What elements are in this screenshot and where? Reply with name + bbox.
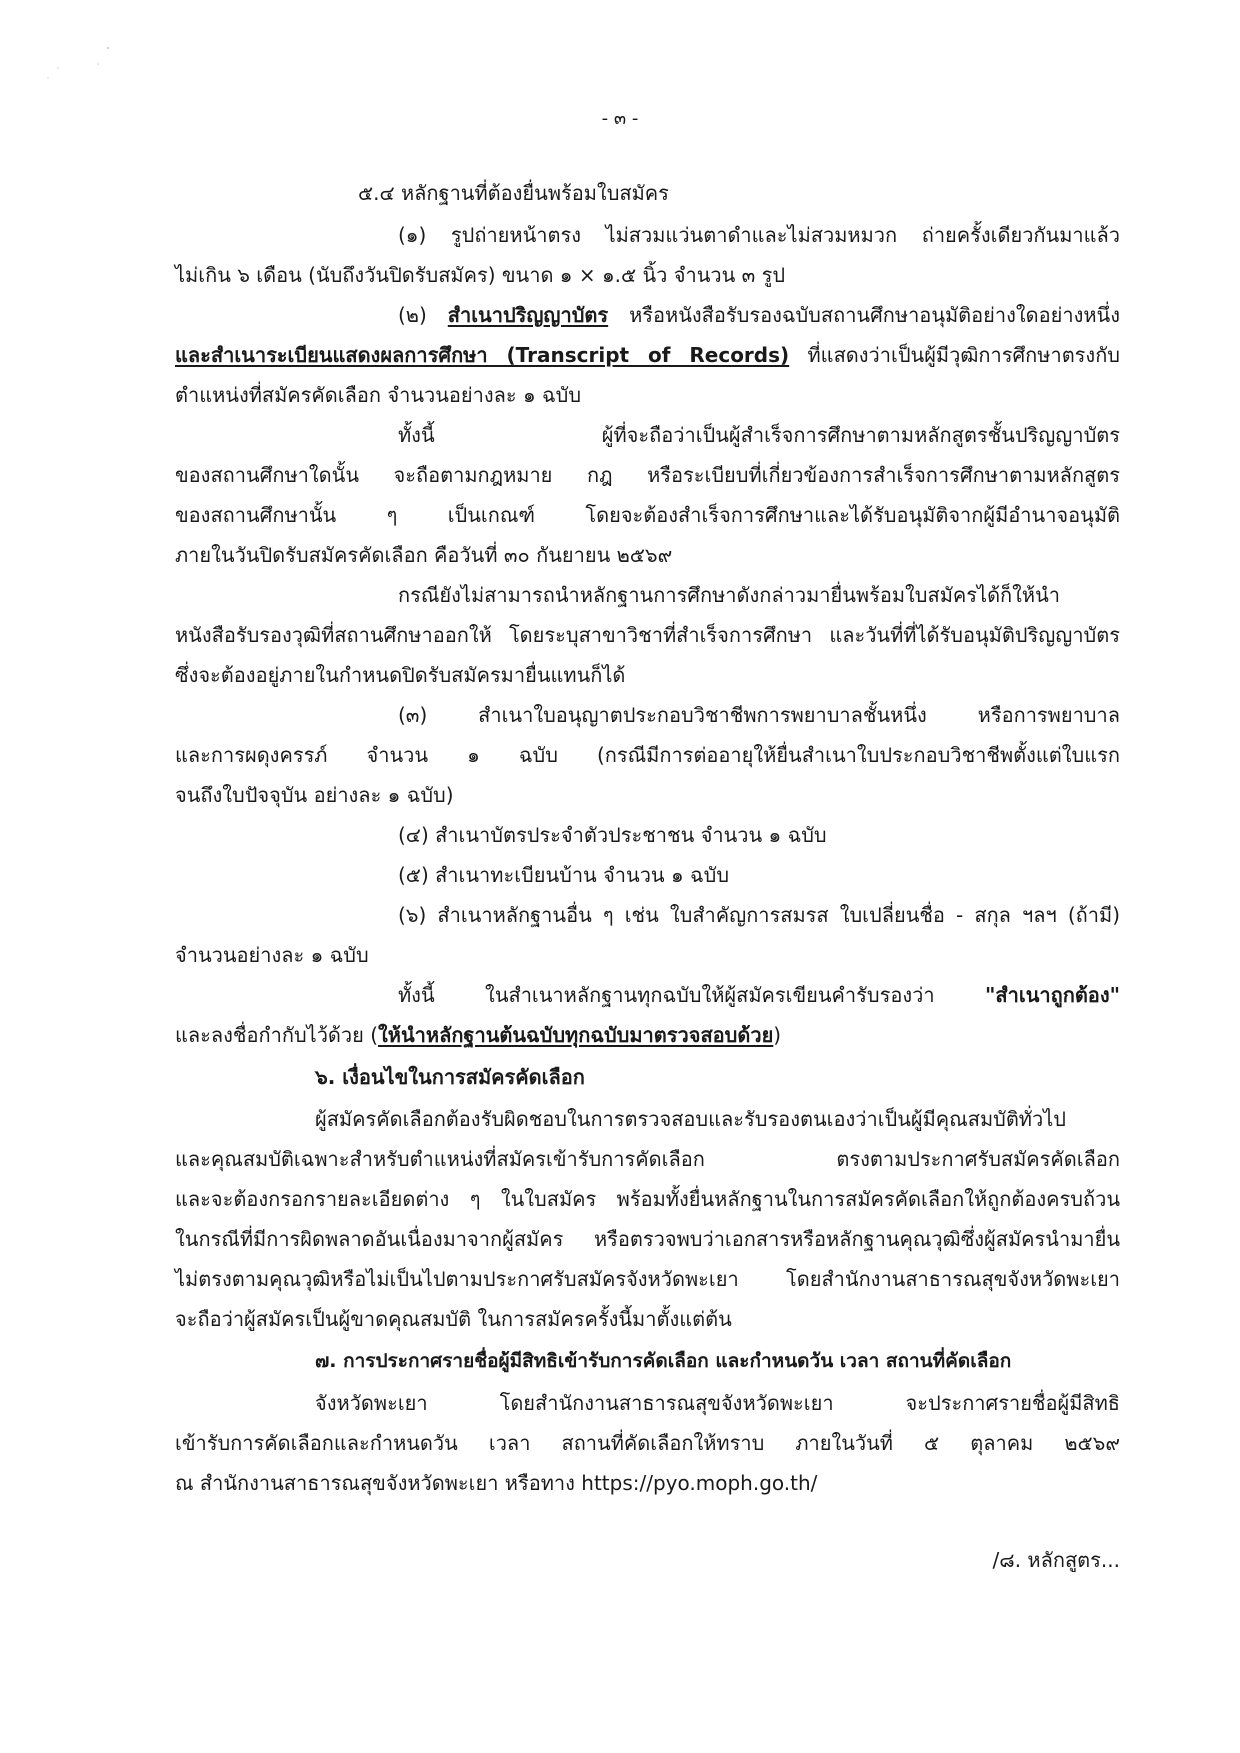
section-7-line-3: ณ สำนักงานสาธารณสุขจังหวัดพะเยา หรือทาง https://pyo.moph.go.th/ — [175, 1471, 818, 1495]
section-6-line-2: และคุณสมบัติเฉพาะสำหรับตำแหน่งที่สมัครเข้ารับการคัดเลือก ตรงตามประกาศรับสมัครคัดเลือก — [175, 1147, 1120, 1171]
item-2-line-3: ตำแหน่งที่สมัครคัดเลือก จำนวนอย่างละ ๑ ฉบับ — [175, 383, 582, 407]
item-1-line-2: ไม่เกิน ๖ เดือน (นับถึงวันปิดรับสมัคร) ขนาด ๑ × ๑.๕ นิ้ว จำนวน ๓ รูป — [175, 263, 786, 287]
section-6-line-6: จะถือว่าผู้สมัครเป็นผู้ขาดคุณสมบัติ ในการสมัครครั้งนี้มาตั้งแต่ต้น — [175, 1307, 732, 1331]
item-3-line-1: (๓) สำเนาใบอนุญาตประกอบวิชาชีพการพยาบาลชั้นหนึ่ง หรือการพยาบาล — [398, 703, 1120, 727]
item-1-line-1: (๑) รูปถ่ายหน้าตรง ไม่สวมแว่นตาดำและไม่สวมหมวก ถ่ายครั้งเดียวกันมาแล้ว — [398, 223, 1120, 247]
certified-copy-phrase: "สำเนาถูกต้อง" — [985, 983, 1120, 1007]
note-3-close-paren: ) — [773, 1023, 782, 1047]
note-1-line-2: ของสถานศึกษาใดนั้น จะถือตามกฎหมาย กฎ หรือระเบียบที่เกี่ยวข้องการสำเร็จการศึกษาตามหลักสูตร — [175, 463, 1120, 487]
note-2-line-2: หนังสือรับรองวุฒิที่สถานศึกษาออกให้ โดยระบุสาขาวิชาที่สำเร็จการศึกษา และวันที่ที่ได้รับอนุมัติปริญญาบัตร — [175, 623, 1120, 647]
section-5-4-heading: ๕.๔ หลักฐานที่ต้องยื่นพร้อมใบสมัคร — [358, 181, 669, 205]
note-3-line-2-text: และลงชื่อกำกับไว้ด้วย ( — [175, 1023, 379, 1047]
note-1-line-3: ของสถานศึกษานั้น ๆ เป็นเกณฑ์ โดยจะต้องสำเร็จการศึกษาและได้รับอนุมัติจากผู้มีอำนาจอนุมัติ — [175, 503, 1120, 527]
item-4: (๔) สำเนาบัตรประจำตัวประชาชน จำนวน ๑ ฉบับ — [398, 823, 827, 847]
note-2-line-1: กรณียังไม่สามารถนำหลักฐานการศึกษาดังกล่าวมายื่นพร้อมใบสมัครได้ก็ให้นำ — [398, 583, 1061, 607]
section-7-line-1: จังหวัดพะเยา โดยสำนักงานสาธารณสุขจังหวัดพะเยา จะประกาศรายชื่อผู้มีสิทธิ — [315, 1391, 1120, 1415]
item-3-line-2: และการผดุงครรภ์ จำนวน ๑ ฉบับ (กรณีมีการต่ออายุให้ยื่นสำเนาใบประกอบวิชาชีพตั้งแต่ใบแรก — [175, 743, 1120, 767]
note-1-line-1: ทั้งนี้ ผู้ที่จะถือว่าเป็นผู้สำเร็จการศึกษาตามหลักสูตรชั้นปริญญาบัตร — [398, 423, 1120, 447]
item-2-prefix: (๒) — [398, 303, 448, 327]
item-5: (๕) สำเนาทะเบียนบ้าน จำนวน ๑ ฉบับ — [398, 863, 730, 887]
note-3-text: ทั้งนี้ ในสำเนาหลักฐานทุกฉบับให้ผู้สมัครเขียนคำรับรองว่า — [398, 983, 985, 1007]
section-7-heading: ๗. การประกาศรายชื่อผู้มีสิทธิเข้ารับการคัดเลือก และกำหนดวัน เวลา สถานที่คัดเลือก — [315, 1350, 1012, 1372]
note-3-line-1 — [398, 980, 1120, 1010]
section-6-line-4: ในกรณีที่มีการผิดพลาดอันเนื่องมาจากผู้สมัคร หรือตรวจพบว่าเอกสารหรือหลักฐานคุณวุฒิซึ่งผู้สมัครนำมายื่น — [175, 1227, 1120, 1251]
bring-originals-notice: ให้นำหลักฐานต้นฉบับทุกฉบับมาตรวจสอบด้วย — [378, 1023, 774, 1047]
note-3-line-2 — [175, 1020, 781, 1050]
scan-noise-marks — [38, 38, 128, 98]
note-2-line-3: ซึ่งจะต้องอยู่ภายในกำหนดปิดรับสมัครมายื่นแทนก็ได้ — [175, 663, 626, 687]
item-3-line-3: จนถึงใบปัจจุบัน อย่างละ ๑ ฉบับ) — [175, 783, 454, 807]
section-6-line-3: และจะต้องกรอกรายละเอียดต่าง ๆ ในใบสมัคร พร้อมทั้งยื่นหลักฐานในการสมัครคัดเลือกให้ถูกต้องครบถ้วน — [175, 1187, 1120, 1211]
section-6-heading: ๖. เงื่อนไขในการสมัครคัดเลือก — [315, 1065, 585, 1089]
item-2-rest: หรือหนังสือรับรองฉบับสถานศึกษาอนุมัติอย่างใดอย่างหนึ่ง — [608, 303, 1120, 327]
item-6-line-1: (๖) สำเนาหลักฐานอื่น ๆ เช่น ใบสำคัญการสมรส ใบเปลี่ยนชื่อ - สกุล ฯลฯ (ถ้ามี) — [398, 903, 1120, 927]
section-7-line-2: เข้ารับการคัดเลือกและกำหนดวัน เวลา สถานที่คัดเลือกให้ทราบ ภายในวันที่ ๕ ตุลาคม ๒๕๖๙ — [175, 1431, 1120, 1455]
item-2-line-2-rest: ที่แสดงว่าเป็นผู้มีวุฒิการศึกษาตรงกับ — [789, 343, 1120, 367]
note-1-line-4: ภายในวันปิดรับสมัครคัดเลือก คือวันที่ ๓๐ กันยายน ๒๕๖๙ — [175, 543, 673, 567]
section-6-line-5: ไม่ตรงตามคุณวุฒิหรือไม่เป็นไปตามประกาศรับสมัครจังหวัดพะเยา โดยสำนักงานสาธารณสุขจังหวัดพะเยา — [175, 1267, 1120, 1291]
item-2-line-1 — [398, 300, 1120, 330]
item-6-line-2: จำนวนอย่างละ ๑ ฉบับ — [175, 943, 369, 967]
item-2-line-2 — [175, 340, 1120, 370]
item-2-degree-copy: สำเนาปริญญาบัตร — [447, 303, 609, 327]
continuation-note: /๘. หลักสูตร... — [992, 1548, 1120, 1572]
item-2-transcript-copy: และสำเนาระเบียนแสดงผลการศึกษา (Transcript of Records) — [175, 343, 790, 367]
page-number: - ๓ - — [601, 108, 639, 129]
section-6-line-1: ผู้สมัครคัดเลือกต้องรับผิดชอบในการตรวจสอบและรับรองตนเองว่าเป็นผู้มีคุณสมบัติทั่วไป — [315, 1107, 1066, 1131]
